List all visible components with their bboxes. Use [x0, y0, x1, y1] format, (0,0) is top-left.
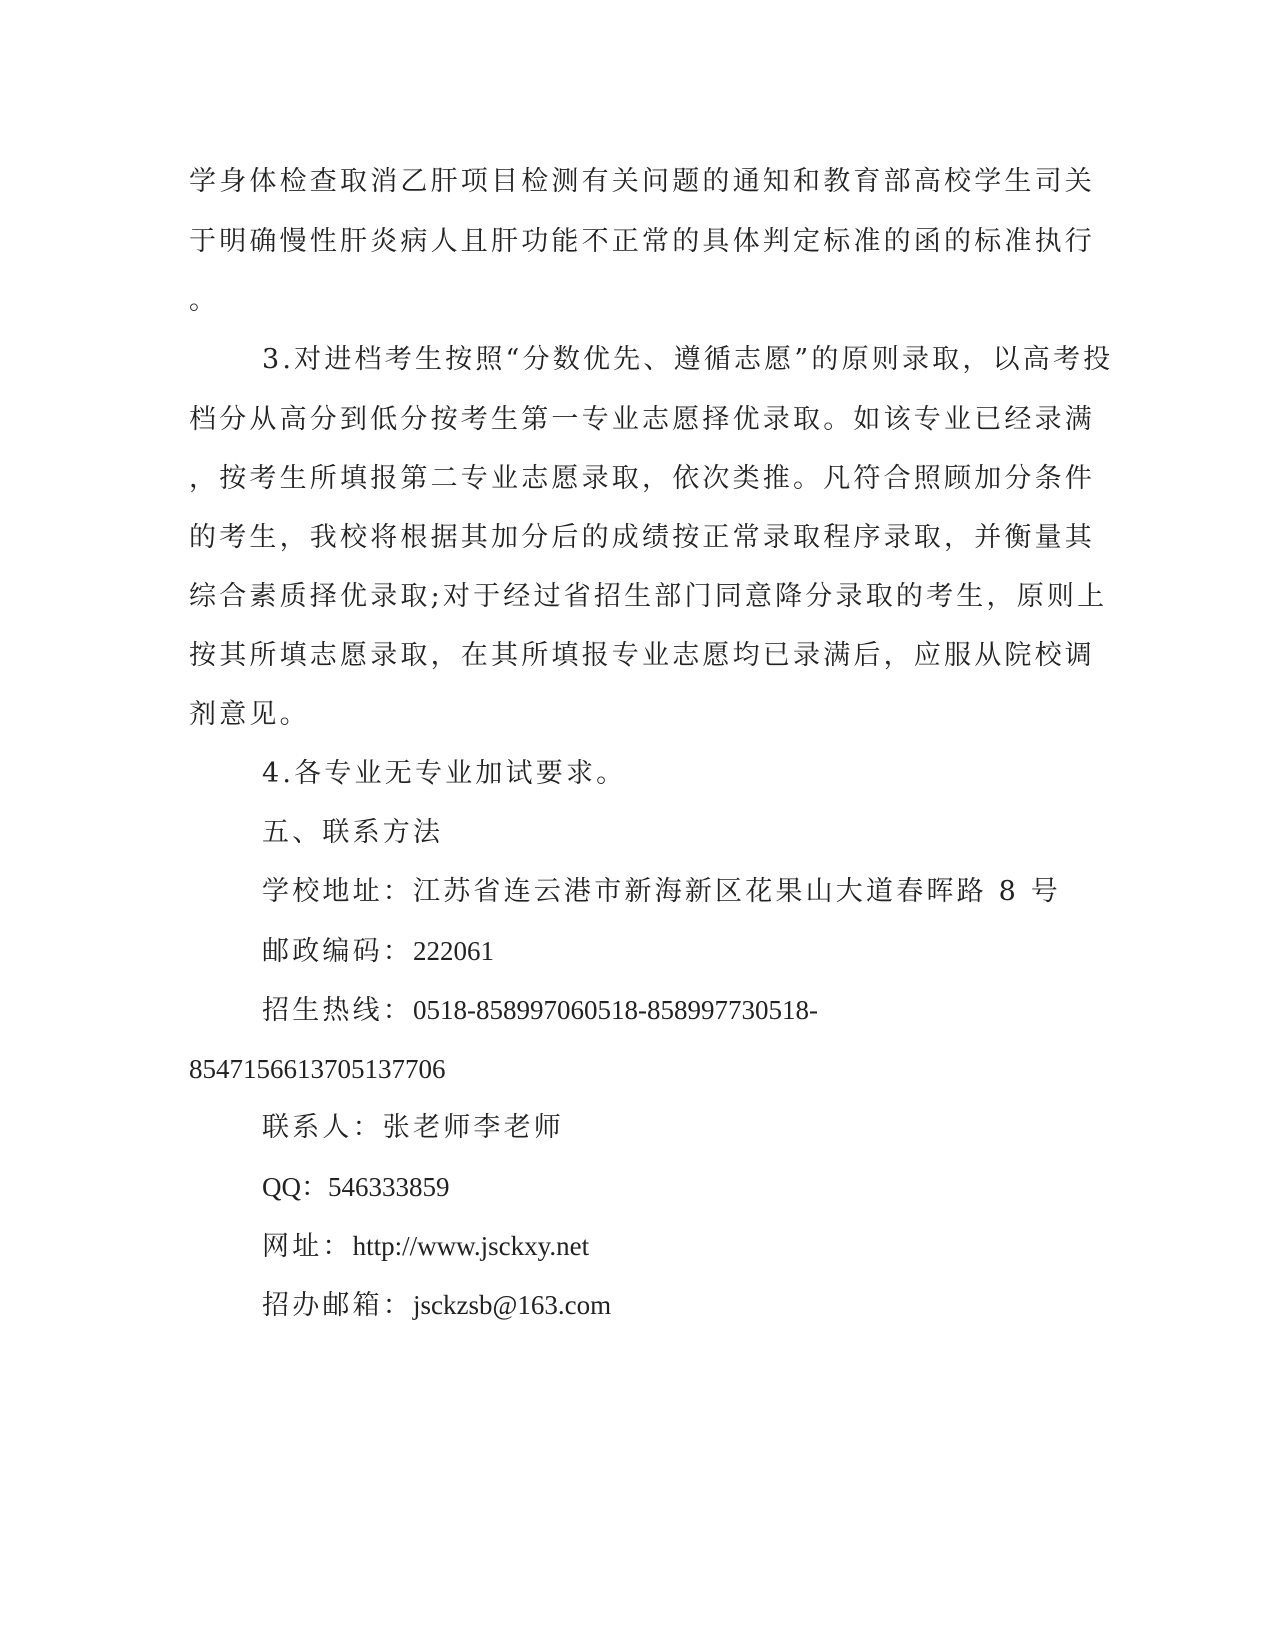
admission-text-line-1: 3.对进档考生按照“分数优先、遵循志愿”的原则录取，以高考投 — [262, 344, 1114, 375]
section-heading: 五、联系方法 — [262, 817, 444, 848]
hotline-value-line-1: 0518-858997060518-858997730518- — [413, 995, 818, 1025]
email-link[interactable]: jsckzsb@163.com — [413, 1290, 612, 1320]
postcode-row — [262, 935, 494, 968]
qq-row — [262, 1171, 450, 1204]
hotline-row — [262, 994, 818, 1027]
website-row — [262, 1230, 589, 1263]
postcode-value: 222061 — [413, 936, 494, 966]
item-4-text: 4.各专业无专业加试要求。 — [262, 758, 627, 789]
qq-value: 546333859 — [328, 1172, 450, 1202]
admission-text-line-5: 综合素质择优录取;对于经过省招生部门同意降分录取的考生，原则上 — [189, 581, 1108, 612]
admission-text-line-7: 剂意见。 — [189, 699, 310, 730]
postcode-label: 邮政编码： — [262, 936, 413, 967]
email-label: 招办邮箱： — [262, 1290, 413, 1321]
email-row — [262, 1289, 611, 1322]
health-text-line-3: 。 — [189, 285, 220, 316]
health-text-line-1: 学身体检查取消乙肝项目检测有关问题的通知和教育部高校学生司关 — [189, 166, 1095, 197]
admission-text-line-3: ，按考生所填报第二专业志愿录取，依次类推。凡符合照顾加分条件 — [189, 463, 1095, 494]
contact-person: 联系人：张老师李老师 — [262, 1112, 564, 1143]
website-link[interactable]: http://www.jsckxy.net — [352, 1231, 590, 1261]
website-label: 网址： — [262, 1231, 353, 1262]
health-text-line-2: 于明确慢性肝炎病人且肝功能不正常的具体判定标准的函的标准执行 — [189, 226, 1095, 257]
school-address: 学校地址：江苏省连云港市新海新区花果山大道春晖路 8 号 — [262, 876, 1061, 907]
qq-label: QQ： — [262, 1172, 328, 1202]
hotline-value-line-2: 8547156613705137706 — [189, 1054, 446, 1084]
admission-text-line-4: 的考生，我校将根据其加分后的成绩按正常录取程序录取，并衡量其 — [189, 522, 1095, 553]
hotline-label: 招生热线： — [262, 995, 413, 1026]
admission-text-line-2: 档分从高分到低分按考生第一专业志愿择优录取。如该专业已经录满 — [189, 404, 1095, 435]
admission-text-line-6: 按其所填志愿录取，在其所填报专业志愿均已录满后，应服从院校调 — [189, 640, 1095, 671]
